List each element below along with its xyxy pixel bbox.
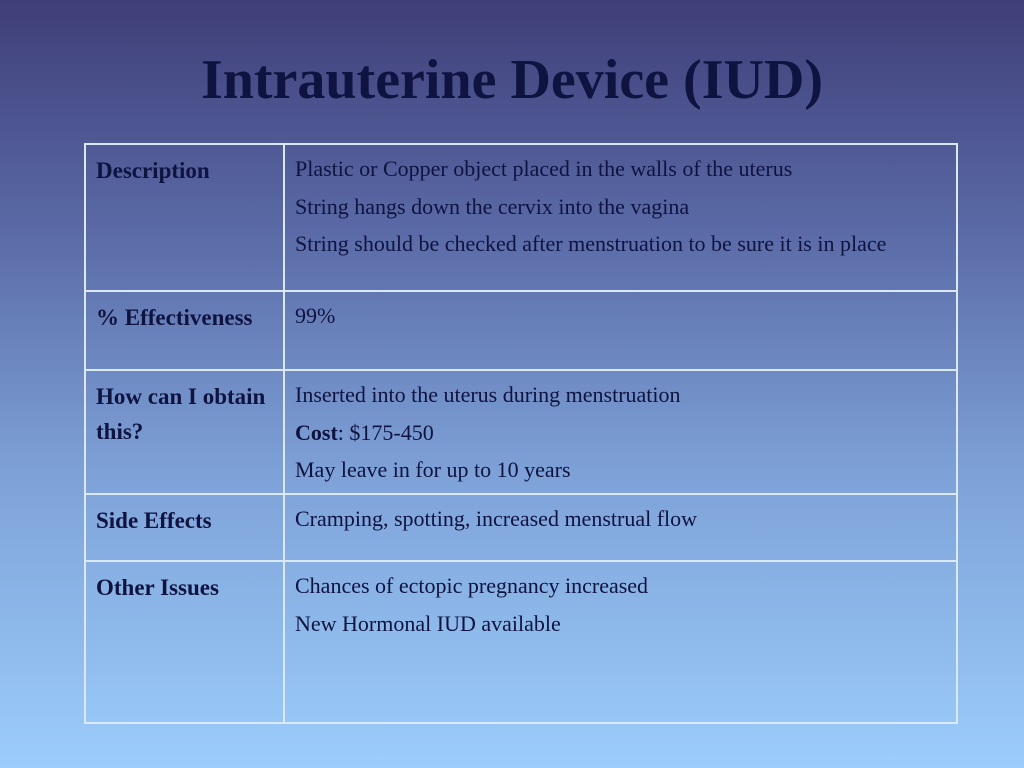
row-label-effectiveness: % Effectiveness: [85, 291, 284, 370]
other-issues-line: New Hormonal IUD available: [295, 610, 561, 636]
row-content-effectiveness: [284, 291, 957, 370]
side-effects-line: Cramping, spotting, increased menstrual flow: [295, 506, 698, 532]
cost-label: Cost: [295, 419, 338, 445]
row-label-side-effects: Side Effects: [85, 494, 284, 561]
row-content-description: [284, 144, 957, 291]
row-label-other-issues: Other Issues: [85, 561, 284, 723]
description-line: Plastic or Copper object placed in the walls of the uterus: [295, 156, 793, 181]
cost-line: [295, 418, 946, 448]
row-content-obtain: [284, 370, 957, 494]
row-content-other-issues: [284, 561, 957, 723]
obtain-line: May leave in for up to 10 years: [295, 457, 571, 483]
description-line: String should be checked after menstruation to be sure it is in place: [295, 231, 887, 257]
row-content-side-effects: [284, 494, 957, 561]
cost-value: : $175-450: [337, 419, 434, 445]
iud-info-table: [84, 143, 958, 724]
table-row-other-issues: [85, 561, 957, 723]
other-issues-line: Chances of ectopic pregnancy increased: [295, 573, 649, 599]
obtain-line: Inserted into the uterus during menstruation: [295, 382, 681, 407]
table-row-obtain: [85, 370, 957, 494]
slide-title: Intrauterine Device (IUD): [200, 49, 824, 111]
row-label-description: Description: [85, 144, 284, 291]
row-label-obtain: How can I obtain this?: [85, 370, 284, 494]
table-row-side-effects: [85, 494, 957, 561]
description-line: String hangs down the cervix into the vagina: [295, 193, 690, 219]
table-row-effectiveness: [85, 291, 957, 370]
effectiveness-value: 99%: [295, 303, 336, 328]
table-row-description: [85, 144, 957, 291]
